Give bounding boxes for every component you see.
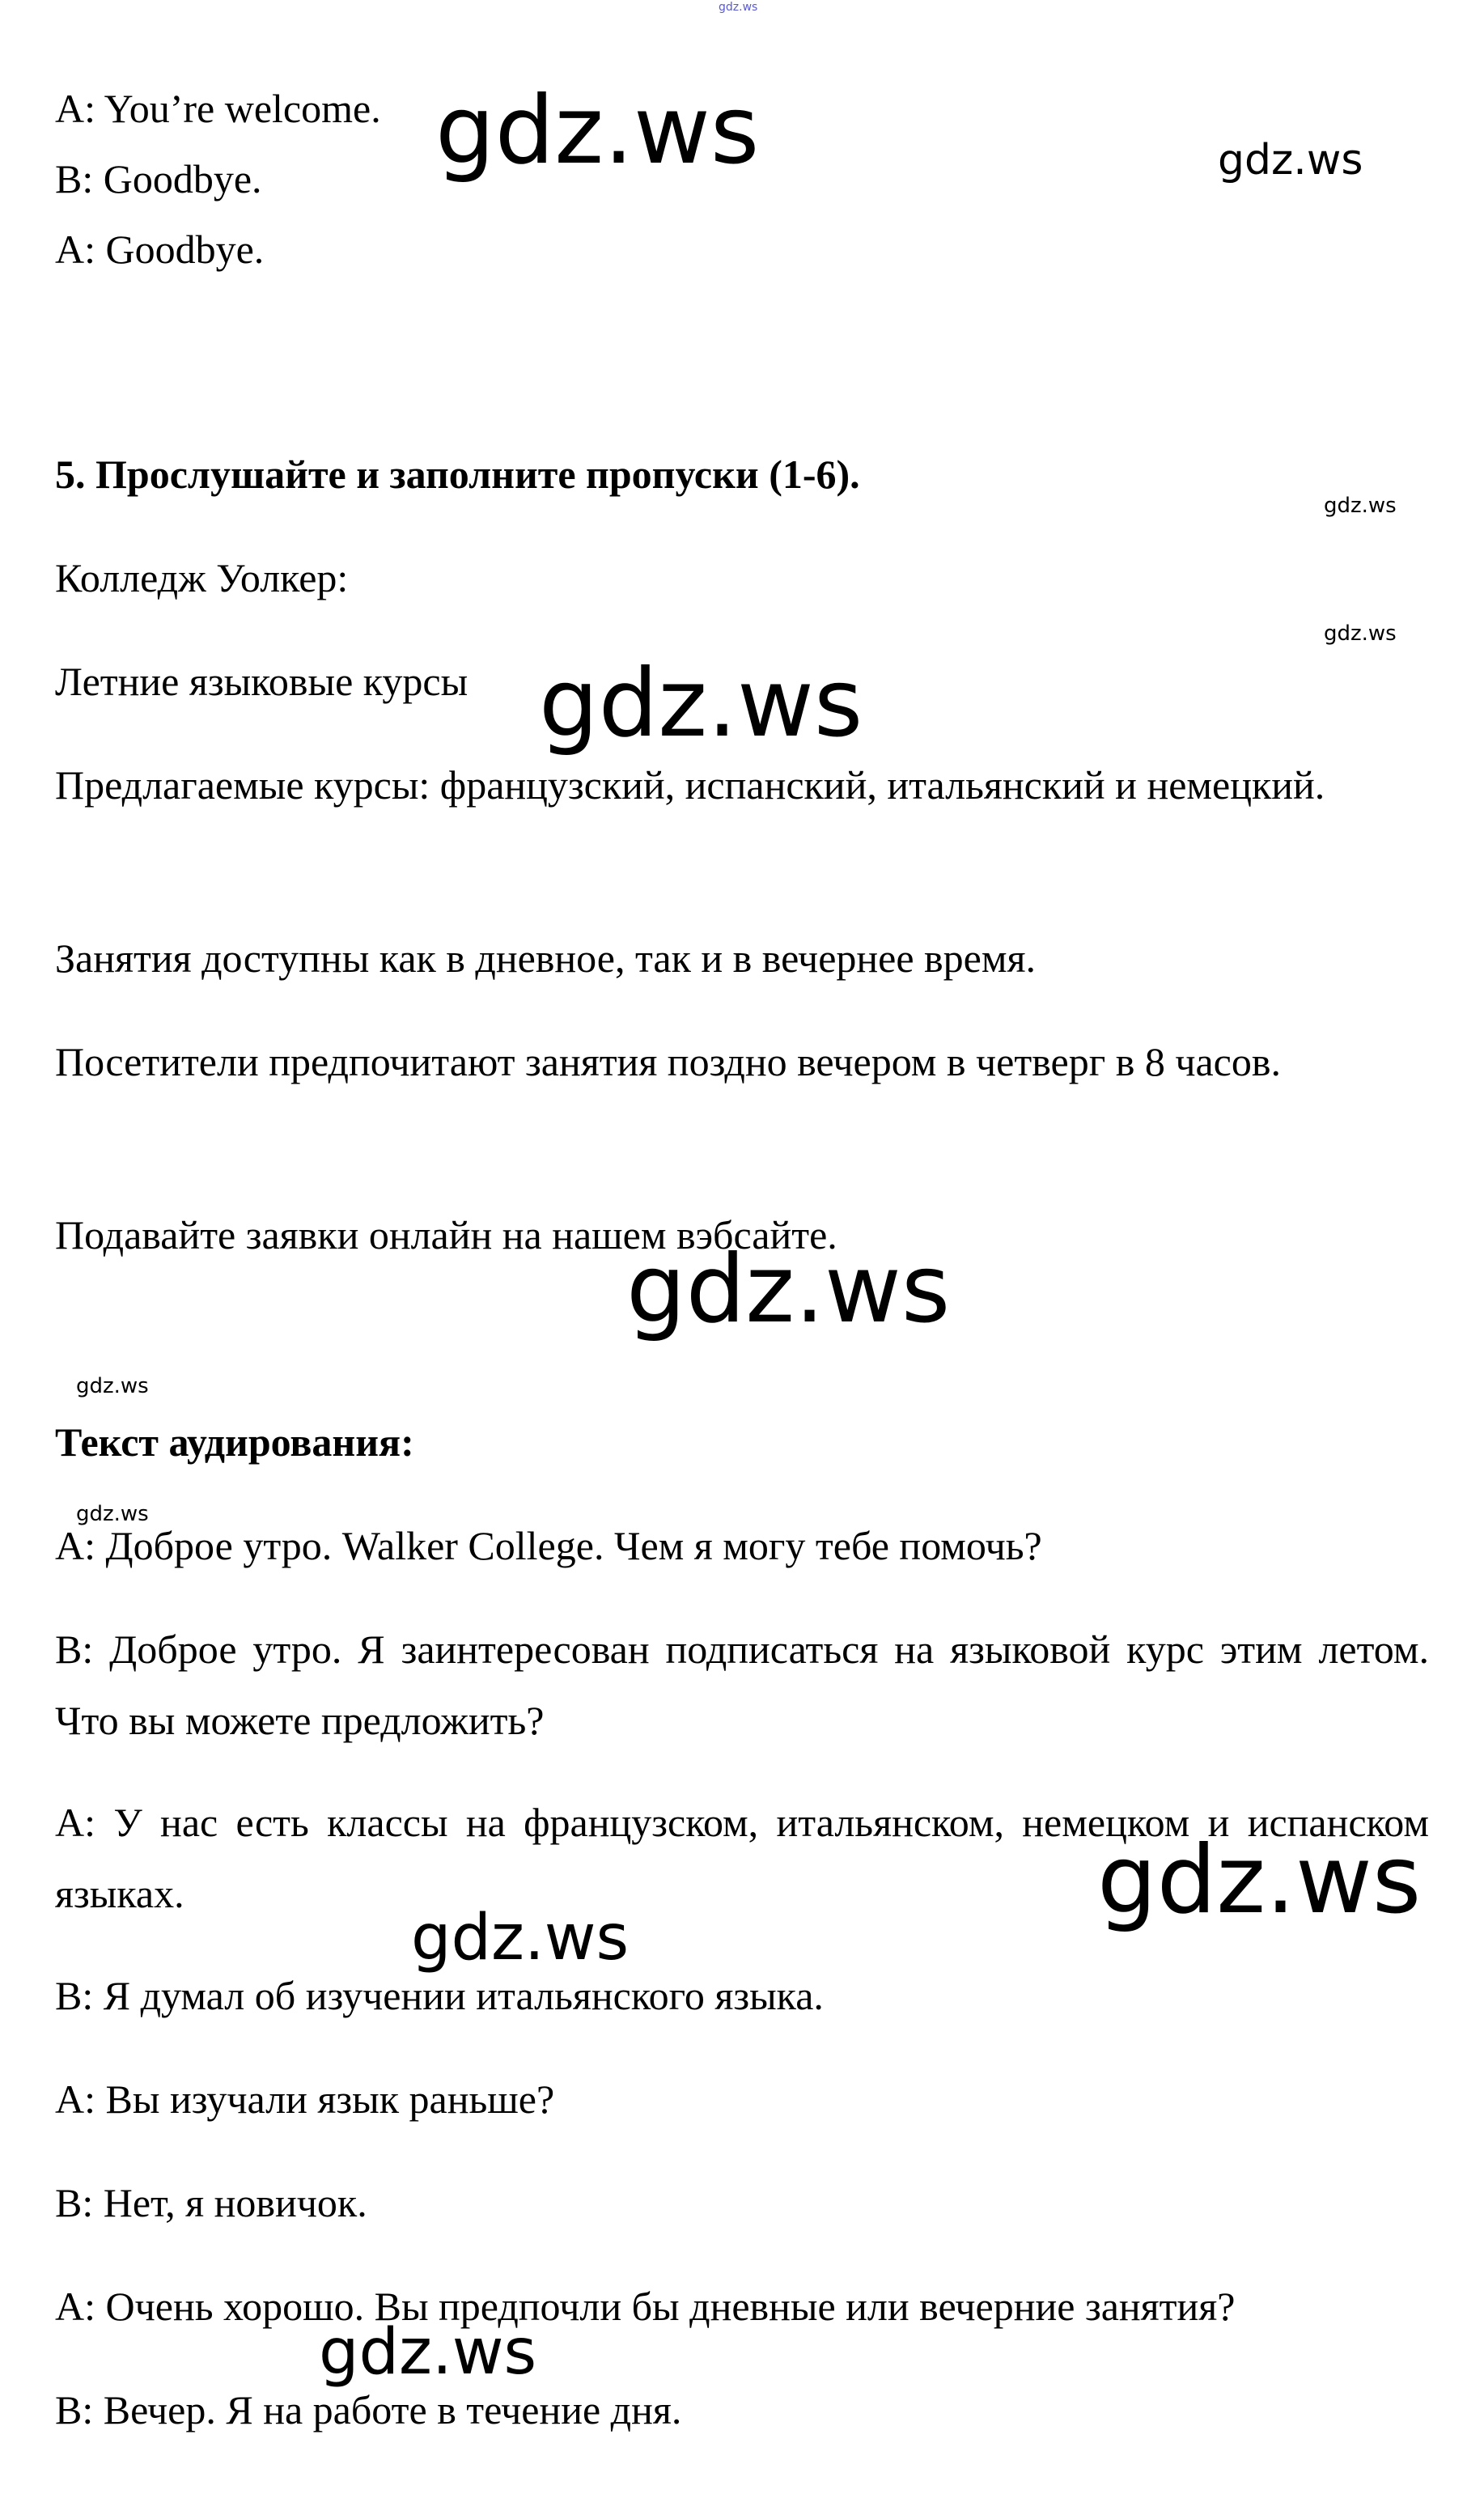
watermark: gdz.ws: [1324, 494, 1397, 518]
watermark: gdz.ws: [1097, 1826, 1422, 1935]
task-line: Посетители предпочитают занятия поздно вечером в четверг в 8 часов.: [55, 1039, 1281, 1084]
transcript-line: B: Нет, я новичок.: [55, 2180, 367, 2225]
watermark: gdz.ws: [1218, 136, 1363, 185]
dialogue-line: A: Goodbye.: [55, 227, 265, 272]
watermark: gdz.ws: [435, 76, 760, 185]
watermark: gdz.ws: [76, 1502, 149, 1526]
transcript-line: A: Очень хорошо. Вы предпочли бы дневные или вечерние занятия?: [55, 2284, 1236, 2329]
task-line: Колледж Уолкер:: [55, 555, 349, 600]
task-line: Подавайте заявки онлайн на нашем вэбсайте.: [55, 1212, 837, 1258]
transcript-line: A: Доброе утро. Walker College. Чем я могу тебе помочь?: [55, 1523, 1042, 1568]
task-line: Занятия доступны как в дневное, так и в вечернее время.: [55, 935, 1036, 981]
task-heading: 5. Прослушайте и заполните пропуски (1-6).: [55, 452, 860, 497]
transcript-line: B: Вечер. Я на работе в течение дня.: [55, 2387, 682, 2433]
watermark: gdz.ws: [539, 649, 863, 758]
dialogue-line: B: Goodbye.: [55, 156, 262, 201]
dialogue-line: A: You’re welcome.: [55, 86, 381, 131]
task-line: Летние языковые курсы: [55, 659, 469, 704]
watermark: gdz.ws: [626, 1235, 951, 1344]
transcript-heading: Текст аудирования:: [55, 1419, 414, 1465]
transcript-line: B: Доброе утро. Я заинтересован подписаться на языковой курс этим летом. Что вы можете предложить?: [55, 1627, 1429, 1743]
watermark: gdz.ws: [76, 1374, 149, 1398]
transcript-line: A: У нас есть классы на французском, итальянском, немецком и испанском языках.: [55, 1800, 1429, 1916]
watermark: gdz.ws: [411, 1902, 630, 1974]
watermark-top: gdz.ws: [719, 1, 758, 14]
watermark: gdz.ws: [319, 2316, 537, 2389]
task-line: Предлагаемые курсы: французский, испанский, итальянский и немецкий.: [55, 762, 1325, 808]
transcript-line: B: Я думал об изучении итальянского языка.: [55, 1973, 824, 2018]
watermark: gdz.ws: [1324, 621, 1397, 646]
transcript-line: A: Вы изучали язык раньше?: [55, 2076, 555, 2122]
